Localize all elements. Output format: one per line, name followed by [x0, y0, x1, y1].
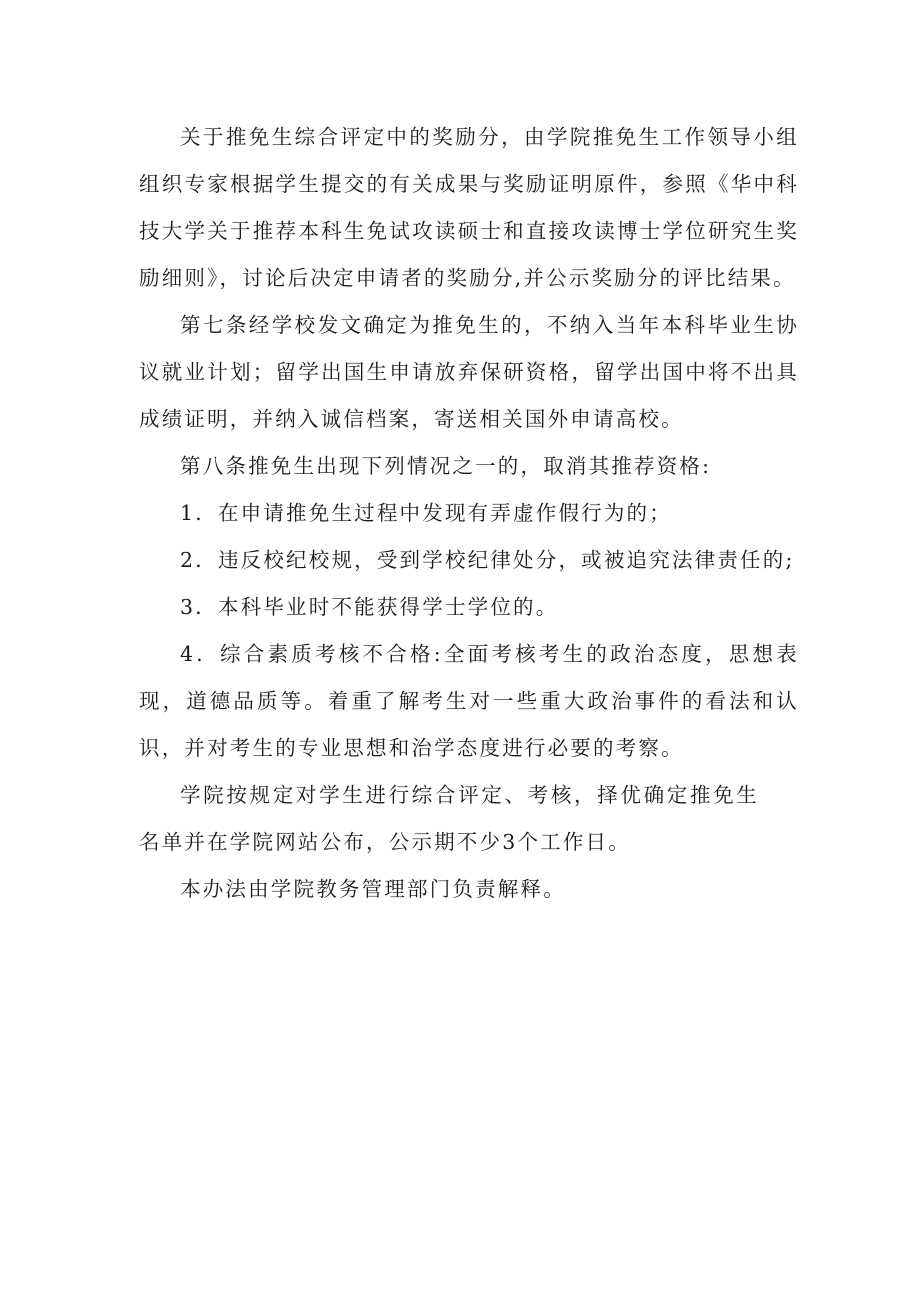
document-body	[139, 114, 799, 913]
list-item-1: 1．在申请推免生过程中发现有弄虚作假行为的；	[180, 501, 672, 525]
paragraph-reward-points: 关于推免生综合评定中的奖励分，由学院推免生工作领导小组组织专家根据学生提交的有关成果与奖励证明原件，参照《华中科技大学关于推荐本科生免试攻读硕士和直接攻读博士学位研究生奖励细则》，讨论后决定申请者的奖励分,并公示奖励分的评比结果。	[139, 125, 799, 290]
paragraph-interpretation: 本办法由学院教务管理部门负责解释。	[180, 877, 566, 901]
paragraph-article-8: 第八条推免生出现下列情况之一的，取消其推荐资格:	[180, 454, 712, 478]
list-item-4: 4．综合素质考核不合格:全面考核考生的政治态度，思想表现，道德品质等。着重了解考生对一些重大政治事件的看法和认识，并对考生的专业思想和治学态度进行必要的考察。	[139, 642, 799, 760]
list-item-2: 2．违反校纪校规，受到学校纪律处分，或被追究法律责任的;	[180, 548, 795, 572]
list-item-3: 3．本科毕业时不能获得学士学位的。	[180, 595, 559, 619]
paragraph-article-7: 第七条经学校发文确定为推免生的，不纳入当年本科毕业生协议就业计划；留学出国生申请放弃保研资格，留学出国中将不出具成绩证明，并纳入诚信档案，寄送相关国外申请高校。	[139, 313, 799, 431]
paragraph-publicity: 学院按规定对学生进行综合评定、考核，择优确定推免生名单并在学院网站公布，公示期不少3个工作日。	[139, 783, 759, 854]
